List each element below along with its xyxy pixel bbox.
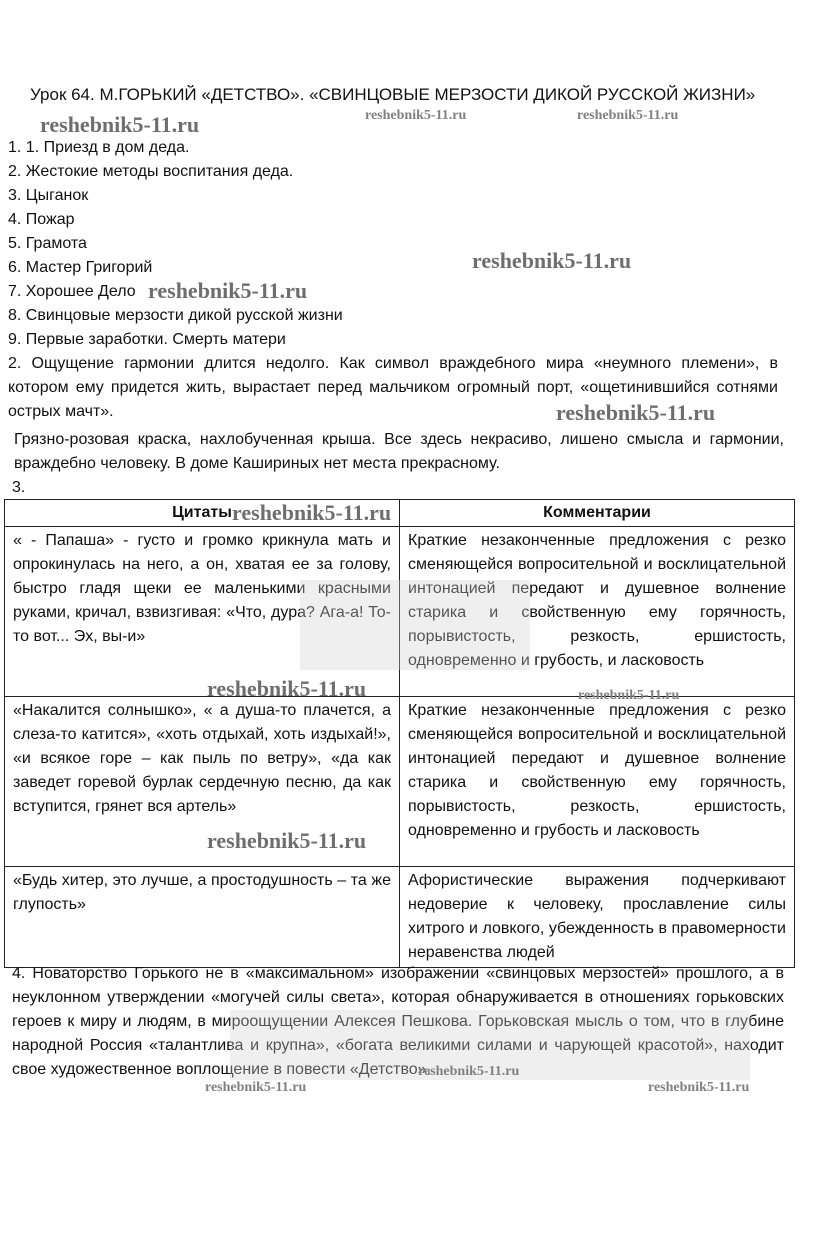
- watermark-logo: reshebnik5-11.ru: [207, 828, 367, 853]
- outline-item: 2. Жестокие методы воспитания деда.: [8, 163, 294, 180]
- watermark-logo: reshebnik5-11.ru: [232, 500, 392, 525]
- answer-2-paragraph-continued: Грязно-розовая краска, нахлобученная крыша. Все здесь некрасиво, лишено смысла и гармонии, враждебно человеку. В доме Кашириных нет места прекрасному.: [14, 431, 784, 472]
- outline-item: 8. Свинцовые мерзости дикой русской жизни: [8, 307, 343, 324]
- answer-3-number: 3.: [12, 479, 26, 496]
- watermark-logo: reshebnik5-11.ru: [577, 108, 679, 123]
- quote-cell: « - Папаша» - густо и громко крикнула мать и опрокинулась на него, а он, хватая ее за голову, быстро гладя щеки ее маленькими красными руками, кричал, взвизгивая: «Что, дура? Ага-а! То-то вот... Эх, вы-и»: [5, 527, 400, 697]
- comment-cell: Афористические выражения подчеркивают недоверие к человеку, прославление силы хитрого и ловкого, убежденность в правомерности неравенства людей: [400, 867, 795, 968]
- outline-item: 7. Хорошее Дело: [8, 283, 136, 300]
- watermark-logo: reshebnik5-11.ru: [207, 676, 367, 701]
- column-header-comments: Комментарии: [400, 500, 795, 527]
- outline-item: 9. Первые заработки. Смерть матери: [8, 331, 286, 348]
- watermark-logo: reshebnik5-11.ru: [365, 108, 467, 123]
- quotes-table: [4, 499, 795, 968]
- quote-cell: «Будь хитер, это лучше, а простодушность – та же глупость»: [5, 867, 400, 968]
- watermark-logo: reshebnik5-11.ru: [148, 278, 308, 303]
- outline-item: 6. Мастер Григорий: [8, 259, 153, 276]
- watermark-logo: reshebnik5-11.ru: [578, 688, 680, 703]
- table-row: [5, 697, 795, 867]
- outline-item: 4. Пожар: [8, 211, 75, 228]
- page-title: Урок 64. М.ГОРЬКИЙ «ДЕТСТВО». «СВИНЦОВЫЕ МЕРЗОСТИ ДИКОЙ РУССКОЙ ЖИЗНИ»: [30, 85, 756, 104]
- watermark-logo: reshebnik5-11.ru: [418, 1064, 520, 1079]
- outline-item: 1. 1. Приезд в дом деда.: [8, 139, 190, 156]
- watermark-logo: reshebnik5-11.ru: [40, 112, 200, 137]
- outline-item: 3. Цыганок: [8, 187, 89, 204]
- comment-cell: Краткие незаконченные предложения с резко сменяющейся вопросительной и восклицательной интонацией передают и душевное волнение старика и свойственную ему горячность, порывистость, резкость, ершистость, одновременно и грубость, и ласковость: [400, 527, 795, 697]
- watermark-logo: reshebnik5-11.ru: [648, 1080, 750, 1095]
- watermark-logo: reshebnik5-11.ru: [472, 248, 632, 273]
- table-row: [5, 867, 795, 968]
- answer-4-paragraph: 4. Новаторство Горького не в «максимальном» изображении «свинцовых мерзостей» прошлого, а в неуклонном утверждении «могучей силы света», которая обнаруживается в отношениях горьковских героев к миру и людям, в мироощущении Алексея Пешкова. Горьковская мысль о том, что в глубине народной Россия «талантлива и крупна», «богата великими силами и чарующей красотой», находит свое художественное воплощение в повести «Детство».: [12, 965, 784, 1078]
- quote-cell: «Накалится солнышко», « а душа-то плачется, а слеза-то катится», «хоть отдыхай, хоть издыхай!», «и всякое горе – как пыль по ветру», «да как заведет горевой бурлак сердечную песню, да как вступится, грянет вся артель»: [5, 697, 400, 867]
- watermark-logo: reshebnik5-11.ru: [556, 400, 716, 425]
- watermark-logo: reshebnik5-11.ru: [205, 1080, 307, 1095]
- outline-item: 5. Грамота: [8, 235, 87, 252]
- column-header-quotes: Цитаты: [5, 500, 400, 527]
- answer-2-paragraph: 2. Ощущение гармонии длится недолго. Как символ враждебного мира «неумного племени», в котором ему придется жить, вырастает перед мальчиком огромный порт, «ощетинившийся сотнями острых мачт».: [8, 355, 778, 420]
- comment-cell: Краткие незаконченные предложения с резко сменяющейся вопросительной и восклицательной интонацией передают и душевное волнение старика и свойственную ему горячность, порывистость, резкость, ершистость, одновременно и грубость и ласковость: [400, 697, 795, 867]
- table-header-row: [5, 500, 795, 527]
- table-row: [5, 527, 795, 697]
